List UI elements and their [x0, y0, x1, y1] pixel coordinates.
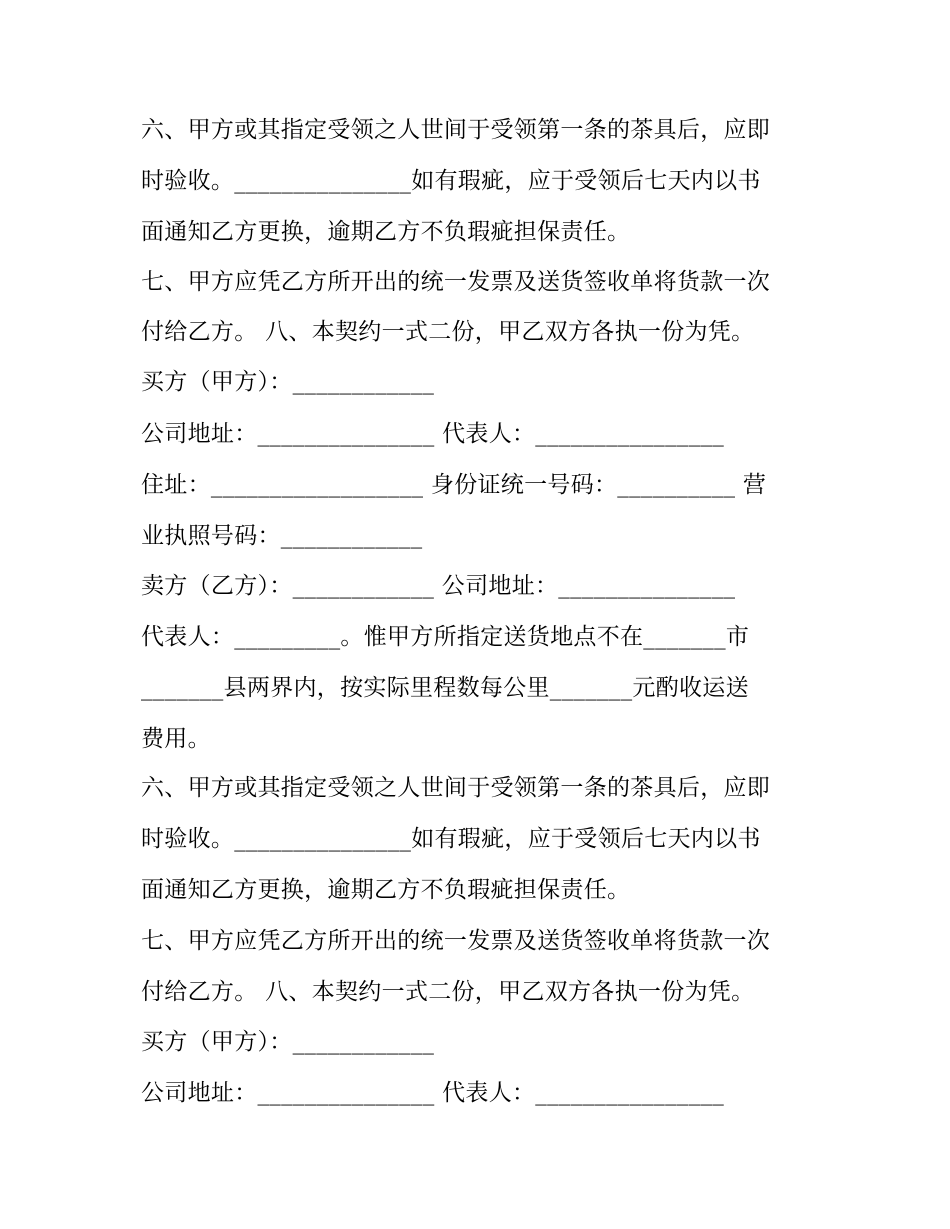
text-line: 时验收。_______________如有瑕疵，应于受领后七天内以书	[141, 168, 761, 194]
text-line: 业执照号码：____________	[141, 523, 423, 549]
text-line: 面通知乙方更换，逾期乙方不负瑕疵担保责任。	[141, 219, 631, 245]
text-line: 买方（甲方）：____________	[141, 369, 435, 395]
text-line: 付给乙方。 八、本契约一式二份，甲乙双方各执一份为凭。	[141, 979, 755, 1005]
text-line: 七、甲方应凭乙方所开出的统一发票及送货签收单将货款一次	[141, 269, 771, 295]
text-line: 公司地址：_______________ 代表人：________________	[141, 421, 725, 447]
text-line: 六、甲方或其指定受领之人世间于受领第一条的茶具后，应即	[141, 775, 771, 801]
text-line: 公司地址：_______________ 代表人：________________	[141, 1080, 725, 1106]
text-line: 时验收。_______________如有瑕疵，应于受领后七天内以书	[141, 826, 761, 852]
text-line: 买方（甲方）：____________	[141, 1029, 435, 1055]
text-line: 代表人：_________。惟甲方所指定送货地点不在_______市	[141, 624, 750, 650]
text-line: _______县两界内，按实际里程数每公里_______元酌收运送	[141, 675, 749, 701]
text-line: 七、甲方应凭乙方所开出的统一发票及送货签收单将货款一次	[141, 928, 771, 954]
text-line: 费用。	[141, 726, 211, 752]
text-line: 六、甲方或其指定受领之人世间于受领第一条的茶具后，应即	[141, 117, 771, 143]
text-line: 住址：__________________ 身份证统一号码：__________ 营	[141, 472, 767, 498]
text-line: 卖方（乙方）：____________ 公司地址：_______________	[141, 573, 736, 599]
text-line: 面通知乙方更换，逾期乙方不负瑕疵担保责任。	[141, 877, 631, 903]
text-line: 付给乙方。 八、本契约一式二份，甲乙双方各执一份为凭。	[141, 319, 755, 345]
